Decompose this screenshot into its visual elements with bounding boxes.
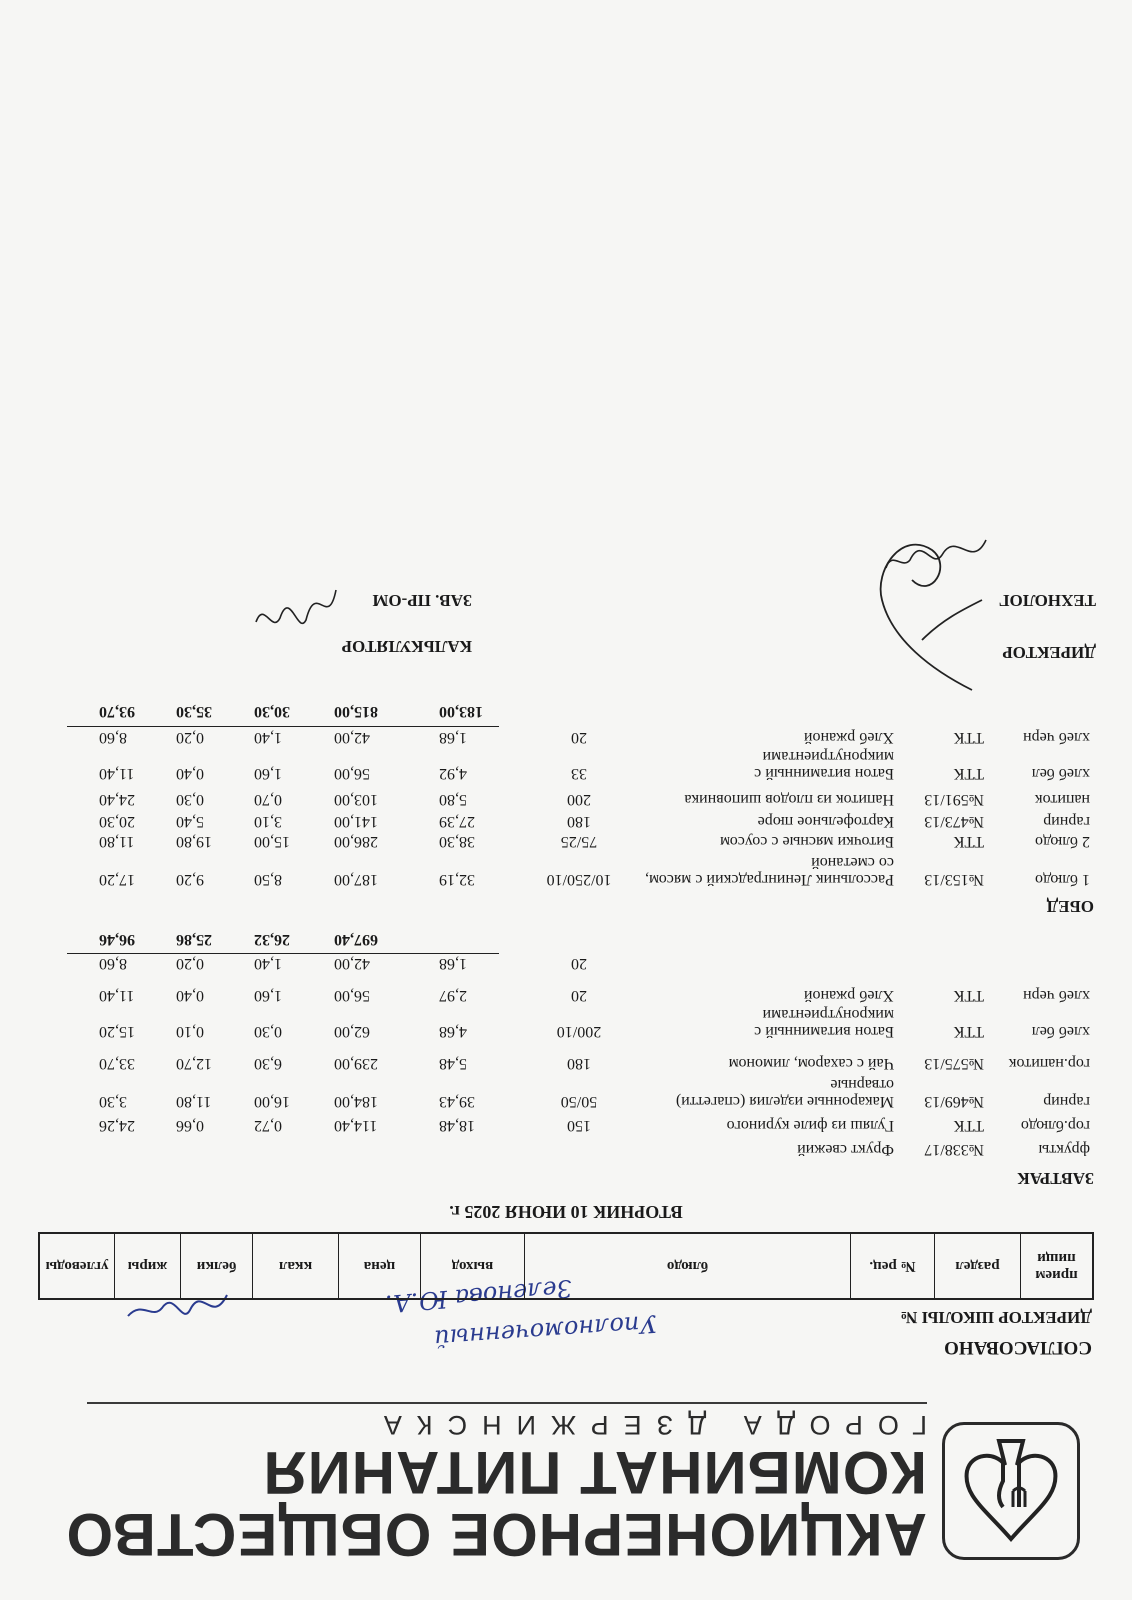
cell-price: 39,43 (439, 1093, 475, 1110)
cell-protein: 1,40 (254, 955, 282, 972)
company-logo (942, 1422, 1080, 1560)
director-label: ДИРЕКТОР (1002, 643, 1096, 662)
cell-kcal: 187,00 (334, 871, 378, 888)
total-fat: 35,30 (176, 703, 212, 720)
header-cell-carbs: углеводы (45, 1258, 109, 1275)
cell-category: гор.напиток (1008, 1055, 1090, 1072)
cell-recipe: ТТК (953, 1117, 984, 1134)
cell-carbs: 24,40 (99, 791, 135, 808)
cell-carbs: 20,30 (99, 813, 135, 830)
cell-output: 150 (567, 1117, 591, 1134)
cell-fat: 0,20 (176, 729, 204, 746)
cell-dish: Картофельное пюре (757, 813, 894, 830)
cell-protein: 1,60 (254, 987, 282, 1004)
cell-dish: Гуляш из филе куриного (726, 1117, 894, 1134)
cell-recipe: №591/13 (924, 791, 984, 808)
cell-kcal: 103,00 (334, 791, 378, 808)
total-fat: 25,86 (176, 931, 212, 948)
cell-output: 20 (571, 955, 587, 972)
header-cell-protein: белки (180, 1234, 252, 1298)
technologist-signature (882, 520, 992, 580)
cell-kcal: 42,00 (334, 729, 370, 746)
cell-price: 5,48 (439, 1055, 467, 1072)
cell-kcal: 184,00 (334, 1093, 378, 1110)
cell-recipe: ТТК (953, 987, 984, 1004)
cell-price: 27,39 (439, 813, 475, 830)
calculator-label: КАЛЬКУЛЯТОР (341, 637, 472, 656)
cell-protein: 1,60 (254, 765, 282, 782)
day-title: ВТОРНИК 10 ИЮНЯ 2025 г. (449, 1202, 683, 1222)
cell-category: гарнир (1043, 1093, 1090, 1110)
total-price: 183,00 (439, 703, 483, 720)
cell-output: 10/250/10 (546, 871, 612, 888)
cell-kcal: 62,00 (334, 1023, 370, 1040)
cell-protein: 0,72 (254, 1117, 282, 1134)
company-city: ГОРОДА ДЗЕРЖИНСКА (368, 1410, 927, 1440)
cell-output: 200/10 (556, 1023, 602, 1040)
cell-dish: Макаронные изделия (спагетти) отварные (675, 1076, 894, 1110)
cell-category: хлеб бел (1031, 765, 1090, 782)
cell-price: 4,68 (439, 1023, 467, 1040)
cell-category: фрукты (1038, 1141, 1090, 1158)
cell-price: 1,68 (439, 955, 467, 972)
cell-fat: 12,70 (176, 1055, 212, 1072)
cell-price: 18,48 (439, 1117, 475, 1134)
cell-category: хлеб черн (1023, 987, 1090, 1004)
cell-dish: Батон витаминный с микронутриентами (754, 748, 894, 782)
cell-recipe: №473/13 (924, 813, 984, 830)
cell-price: 4,92 (439, 765, 467, 782)
lunch-total-rule (67, 726, 499, 727)
cell-price: 1,68 (439, 729, 467, 746)
handwritten-note-1: Уполномоченный (433, 1309, 658, 1353)
cell-fat: 0,66 (176, 1117, 204, 1134)
total-protein: 30,30 (254, 703, 290, 720)
cell-recipe: №338/17 (924, 1141, 984, 1158)
header-cell-output: выход (420, 1234, 524, 1298)
cell-dish: Фрукт свежий (797, 1141, 894, 1158)
cell-recipe: ТТК (953, 1023, 984, 1040)
cell-kcal: 56,00 (334, 765, 370, 782)
cell-carbs: 33,70 (99, 1055, 135, 1072)
cell-output: 50/50 (560, 1093, 598, 1110)
technologist-label: ТЕХНОЛОГ (998, 591, 1096, 610)
cell-fat: 11,80 (176, 1093, 212, 1110)
cell-fat: 19,80 (176, 833, 212, 850)
cell-output: 200 (567, 791, 591, 808)
cell-category: гор.блюдо (1020, 1117, 1090, 1134)
cell-dish: Хлеб ржаной (803, 987, 894, 1004)
cell-recipe: №575/13 (924, 1055, 984, 1072)
cell-dish: Напиток из плодов шиповника (684, 791, 894, 808)
cell-protein: 1,40 (254, 729, 282, 746)
cell-protein: 8,50 (254, 871, 282, 888)
calculator-signature (252, 570, 342, 640)
cell-price: 2,97 (439, 987, 467, 1004)
cell-fat: 0,20 (176, 955, 204, 972)
cell-price: 5,80 (439, 791, 467, 808)
cell-protein: 0,70 (254, 791, 282, 808)
cell-protein: 6,30 (254, 1055, 282, 1072)
header-cell-price: цена (338, 1234, 420, 1298)
breakfast-total-rule (67, 953, 499, 954)
cell-carbs: 3,30 (99, 1093, 127, 1110)
total-carbs: 96,46 (99, 931, 135, 948)
cell-dish: Биточки мясные с соусом (719, 833, 894, 850)
cell-fat: 0,30 (176, 791, 204, 808)
table-header (38, 1232, 1094, 1300)
approval-title: СОГЛАСОВАНО (944, 1337, 1092, 1358)
total-kcal: 697,40 (334, 931, 378, 948)
cell-recipe: ТТК (953, 765, 984, 782)
header-cell-dish: блюдо (524, 1234, 850, 1298)
cell-dish: Хлеб ржаной (803, 729, 894, 746)
company-name-line1: АКЦИОНЕРНОЕ ОБЩЕСТВО (65, 1501, 927, 1568)
cell-carbs: 11,40 (99, 765, 135, 782)
lunch-heading: ОБЕД (1046, 897, 1094, 916)
school-director-label: ДИРЕКТОР ШКОЛЫ № (900, 1308, 1092, 1327)
cell-recipe: ТТК (953, 833, 984, 850)
cell-fat: 0,10 (176, 1023, 204, 1040)
cell-category: хлеб черн (1023, 729, 1090, 746)
company-name-line2: КОМБИНАТ ПИТАНИЯ (262, 1439, 927, 1506)
header-cell-section: раздел (934, 1234, 1020, 1298)
cell-kcal: 56,00 (334, 987, 370, 1004)
cell-protein: 0,30 (254, 1023, 282, 1040)
header-cell-meal: прием пищи (1020, 1234, 1092, 1298)
cell-output: 33 (571, 765, 587, 782)
cell-output: 180 (567, 813, 591, 830)
total-kcal: 815,00 (334, 703, 378, 720)
cell-dish: Чай с сахаром, лимоном (728, 1055, 894, 1072)
cell-price: 38,30 (439, 833, 475, 850)
cell-carbs: 17,20 (99, 871, 135, 888)
cell-protein: 15,00 (254, 833, 290, 850)
spade-fork-knife-icon (945, 1425, 1077, 1557)
header-cell-kcal: ккал (252, 1234, 338, 1298)
cell-fat: 0,40 (176, 765, 204, 782)
cell-recipe: №153/13 (924, 871, 984, 888)
cell-carbs: 11,40 (99, 987, 135, 1004)
cell-fat: 0,40 (176, 987, 204, 1004)
cell-recipe: №469/13 (924, 1093, 984, 1110)
cell-fat: 9,20 (176, 871, 204, 888)
cell-recipe: ТТК (953, 729, 984, 746)
cell-carbs: 8,60 (99, 955, 127, 972)
cell-kcal: 114,40 (334, 1117, 378, 1134)
cell-category: 2 блюдо (1034, 833, 1090, 850)
cell-dish: Рассольник Ленинградский с мясом, со сметаной (644, 854, 894, 888)
cell-category: хлеб бел (1031, 1023, 1090, 1040)
cell-price: 32,19 (439, 871, 475, 888)
cell-output: 180 (567, 1055, 591, 1072)
cell-kcal: 239,00 (334, 1055, 378, 1072)
header-cell-fat: жиры (114, 1234, 180, 1298)
cell-kcal: 286,00 (334, 833, 378, 850)
cell-carbs: 24,26 (99, 1117, 135, 1134)
cell-carbs: 11,80 (99, 833, 135, 850)
cell-category: гарнир (1043, 813, 1090, 830)
cell-output: 20 (571, 729, 587, 746)
cell-output: 75/25 (560, 833, 598, 850)
cell-protein: 16,00 (254, 1093, 290, 1110)
header-divider (87, 1402, 927, 1404)
cell-category: напиток (1034, 791, 1090, 808)
total-carbs: 93,70 (99, 703, 135, 720)
cell-category: 1 блюдо (1034, 871, 1090, 888)
cell-carbs: 8,60 (99, 729, 127, 746)
cell-carbs: 15,20 (99, 1023, 135, 1040)
breakfast-heading: ЗАВТРАК (1017, 1169, 1094, 1188)
total-protein: 26,32 (254, 931, 290, 948)
header-cell-recipe: № рец. (850, 1234, 934, 1298)
cell-protein: 3,10 (254, 813, 282, 830)
cell-fat: 5,40 (176, 813, 204, 830)
cell-output: 20 (571, 987, 587, 1004)
cell-kcal: 141,00 (334, 813, 378, 830)
cell-dish: Батон витаминный с микронутриентами (754, 1006, 894, 1040)
cell-kcal: 42,00 (334, 955, 370, 972)
handwritten-note-2: Зеленова Ю.А. (384, 1273, 573, 1319)
production-head-label: ЗАВ. ПР-ОМ (372, 591, 472, 610)
